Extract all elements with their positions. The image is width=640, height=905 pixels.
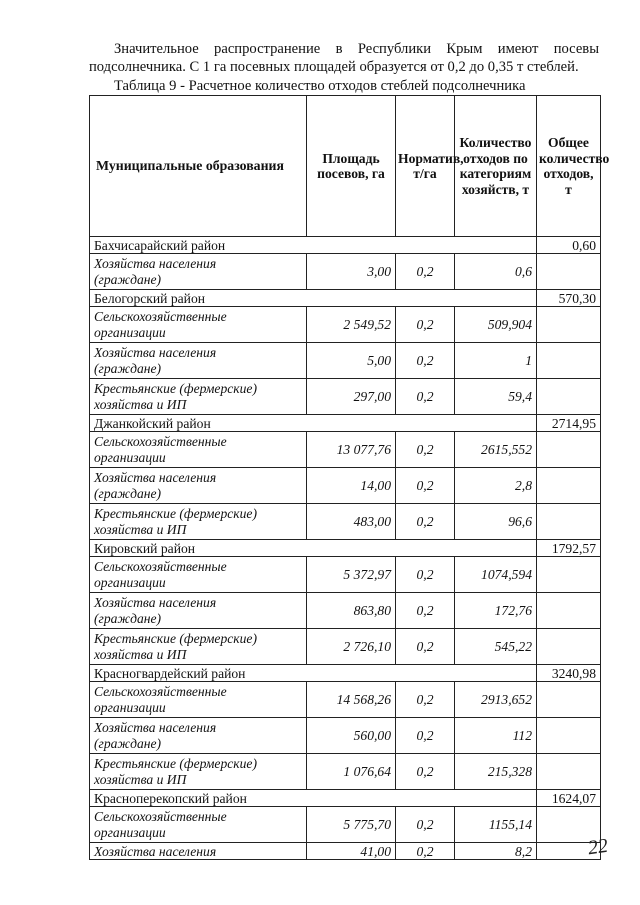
- category-row: [90, 593, 601, 629]
- district-name: Бахчисарайский район: [90, 237, 537, 254]
- district-total: 1792,57: [537, 540, 601, 557]
- table-body: [90, 237, 601, 860]
- district-row: [90, 290, 601, 307]
- category-name: [90, 468, 307, 504]
- area-cell: 3,00: [307, 254, 396, 290]
- category-name: [90, 432, 307, 468]
- category-name-line1: Хозяйства населения: [94, 843, 217, 859]
- norm-cell: 0,2: [396, 557, 455, 593]
- empty-total-cell: [537, 379, 601, 415]
- empty-total-cell: [537, 682, 601, 718]
- header-total: Общее количество отходов, т: [537, 96, 601, 237]
- category-name-line2: хозяйства и ИП: [94, 771, 187, 787]
- category-row: [90, 307, 601, 343]
- district-row: [90, 540, 601, 557]
- category-name-line1: Крестьянские (фермерские): [94, 505, 257, 521]
- category-name: [90, 682, 307, 718]
- category-name: [90, 343, 307, 379]
- norm-cell: 0,2: [396, 593, 455, 629]
- category-name-line1: Сельскохозяйственные: [94, 683, 227, 699]
- category-name-line1: Сельскохозяйственные: [94, 308, 227, 324]
- waste-cell: 0,6: [455, 254, 537, 290]
- category-name-line1: Хозяйства населения: [94, 255, 217, 271]
- norm-cell: 0,2: [396, 379, 455, 415]
- area-cell: 483,00: [307, 504, 396, 540]
- category-row: [90, 432, 601, 468]
- norm-cell: 0,2: [396, 432, 455, 468]
- area-cell: 5,00: [307, 343, 396, 379]
- area-cell: 560,00: [307, 718, 396, 754]
- empty-total-cell: [537, 504, 601, 540]
- empty-total-cell: [537, 307, 601, 343]
- waste-cell: 112: [455, 718, 537, 754]
- district-total: 1624,07: [537, 790, 601, 807]
- norm-cell: 0,2: [396, 807, 455, 843]
- category-name: [90, 307, 307, 343]
- category-name-line2: организации: [94, 699, 166, 715]
- waste-cell: 2913,652: [455, 682, 537, 718]
- waste-cell: 1074,594: [455, 557, 537, 593]
- page-number: 22: [586, 834, 610, 860]
- norm-cell: 0,2: [396, 343, 455, 379]
- category-row: [90, 629, 601, 665]
- category-name-line2: организации: [94, 574, 166, 590]
- category-name-line1: Хозяйства населения: [94, 594, 217, 610]
- empty-total-cell: [537, 557, 601, 593]
- waste-cell: 172,76: [455, 593, 537, 629]
- category-row: [90, 504, 601, 540]
- category-name-line2: организации: [94, 824, 166, 840]
- category-row: [90, 379, 601, 415]
- district-row: [90, 665, 601, 682]
- empty-total-cell: [537, 593, 601, 629]
- category-name-line2: (граждане): [94, 735, 162, 751]
- district-name: Красногвардейский район: [90, 665, 537, 682]
- norm-cell: 0,2: [396, 468, 455, 504]
- table-header-row: [90, 96, 601, 237]
- district-row: [90, 790, 601, 807]
- category-name-line2: (граждане): [94, 610, 162, 626]
- norm-cell: 0,2: [396, 307, 455, 343]
- header-name: Муниципальные образования: [90, 96, 307, 237]
- waste-cell: 1: [455, 343, 537, 379]
- category-row: [90, 468, 601, 504]
- category-name: [90, 754, 307, 790]
- category-name-line1: Хозяйства населения: [94, 719, 217, 735]
- header-norm: Норматив, т/га: [396, 96, 455, 237]
- district-row: [90, 237, 601, 254]
- intro-line-2: подсолнечника. С 1 га посевных площадей образуется от 0,2 до 0,35 т стеблей.: [89, 59, 579, 75]
- category-name-line1: Хозяйства населения: [94, 344, 217, 360]
- category-row: [90, 718, 601, 754]
- norm-cell: 0,2: [396, 254, 455, 290]
- empty-total-cell: [537, 629, 601, 665]
- area-cell: 14 568,26: [307, 682, 396, 718]
- area-cell: 863,80: [307, 593, 396, 629]
- district-name: Джанкойский район: [90, 415, 537, 432]
- district-total: 570,30: [537, 290, 601, 307]
- category-name-line2: хозяйства и ИП: [94, 521, 187, 537]
- category-name: [90, 254, 307, 290]
- district-name: Красноперекопский район: [90, 790, 537, 807]
- category-name: [90, 718, 307, 754]
- category-name: [90, 593, 307, 629]
- area-cell: 297,00: [307, 379, 396, 415]
- empty-total-cell: [537, 754, 601, 790]
- category-name-line1: Хозяйства населения: [94, 469, 217, 485]
- category-name: [90, 379, 307, 415]
- waste-cell: 215,328: [455, 754, 537, 790]
- district-total: 0,60: [537, 237, 601, 254]
- district-row: [90, 415, 601, 432]
- table-caption: Таблица 9 - Расчетное количество отходов стеблей подсолнечника: [114, 78, 526, 94]
- waste-cell: 1155,14: [455, 807, 537, 843]
- empty-total-cell: [537, 468, 601, 504]
- waste-cell: 509,904: [455, 307, 537, 343]
- norm-cell: 0,2: [396, 682, 455, 718]
- category-row: [90, 754, 601, 790]
- category-row: [90, 807, 601, 843]
- norm-cell: 0,2: [396, 718, 455, 754]
- category-name-line2: (граждане): [94, 360, 162, 376]
- intro-line-1: Значительное распространение в Республики Крым имеют посевы: [114, 41, 599, 57]
- category-name-line2: хозяйства и ИП: [94, 396, 187, 412]
- area-cell: 5 775,70: [307, 807, 396, 843]
- category-name-line2: организации: [94, 324, 166, 340]
- area-cell: 1 076,64: [307, 754, 396, 790]
- header-area: Площадь посевов, га: [307, 96, 396, 237]
- category-row: [90, 843, 601, 860]
- category-name-line1: Сельскохозяйственные: [94, 808, 227, 824]
- intro-paragraph: [89, 40, 599, 76]
- waste-cell: 8,2: [455, 843, 537, 860]
- area-cell: 14,00: [307, 468, 396, 504]
- waste-cell: 96,6: [455, 504, 537, 540]
- waste-cell: 2,8: [455, 468, 537, 504]
- category-name-line2: организации: [94, 449, 166, 465]
- category-row: [90, 682, 601, 718]
- district-total: 3240,98: [537, 665, 601, 682]
- empty-total-cell: [537, 254, 601, 290]
- category-name: [90, 557, 307, 593]
- category-name: [90, 807, 307, 843]
- category-name-line2: (граждане): [94, 485, 162, 501]
- header-by-category: Количество отходов по категориям хозяйств, т: [455, 96, 537, 237]
- area-cell: 2 549,52: [307, 307, 396, 343]
- category-name: [90, 629, 307, 665]
- district-name: Белогорский район: [90, 290, 537, 307]
- waste-table: [89, 95, 610, 860]
- category-name-line1: Сельскохозяйственные: [94, 433, 227, 449]
- category-row: [90, 343, 601, 379]
- norm-cell: 0,2: [396, 504, 455, 540]
- category-name-line1: Сельскохозяйственные: [94, 558, 227, 574]
- area-cell: 2 726,10: [307, 629, 396, 665]
- category-name-line2: (граждане): [94, 271, 162, 287]
- waste-cell: 545,22: [455, 629, 537, 665]
- category-name-line2: хозяйства и ИП: [94, 646, 187, 662]
- norm-cell: 0,2: [396, 843, 455, 860]
- category-name: [90, 843, 307, 860]
- area-cell: 5 372,97: [307, 557, 396, 593]
- category-name-line1: Крестьянские (фермерские): [94, 630, 257, 646]
- area-cell: 41,00: [307, 843, 396, 860]
- empty-total-cell: [537, 343, 601, 379]
- category-name: [90, 504, 307, 540]
- waste-cell: 2615,552: [455, 432, 537, 468]
- category-row: [90, 557, 601, 593]
- category-name-line1: Крестьянские (фермерские): [94, 380, 257, 396]
- empty-total-cell: [537, 432, 601, 468]
- district-name: Кировский район: [90, 540, 537, 557]
- district-total: 2714,95: [537, 415, 601, 432]
- waste-cell: 59,4: [455, 379, 537, 415]
- norm-cell: 0,2: [396, 754, 455, 790]
- category-row: [90, 254, 601, 290]
- norm-cell: 0,2: [396, 629, 455, 665]
- area-cell: 13 077,76: [307, 432, 396, 468]
- category-name-line1: Крестьянские (фермерские): [94, 755, 257, 771]
- empty-total-cell: [537, 718, 601, 754]
